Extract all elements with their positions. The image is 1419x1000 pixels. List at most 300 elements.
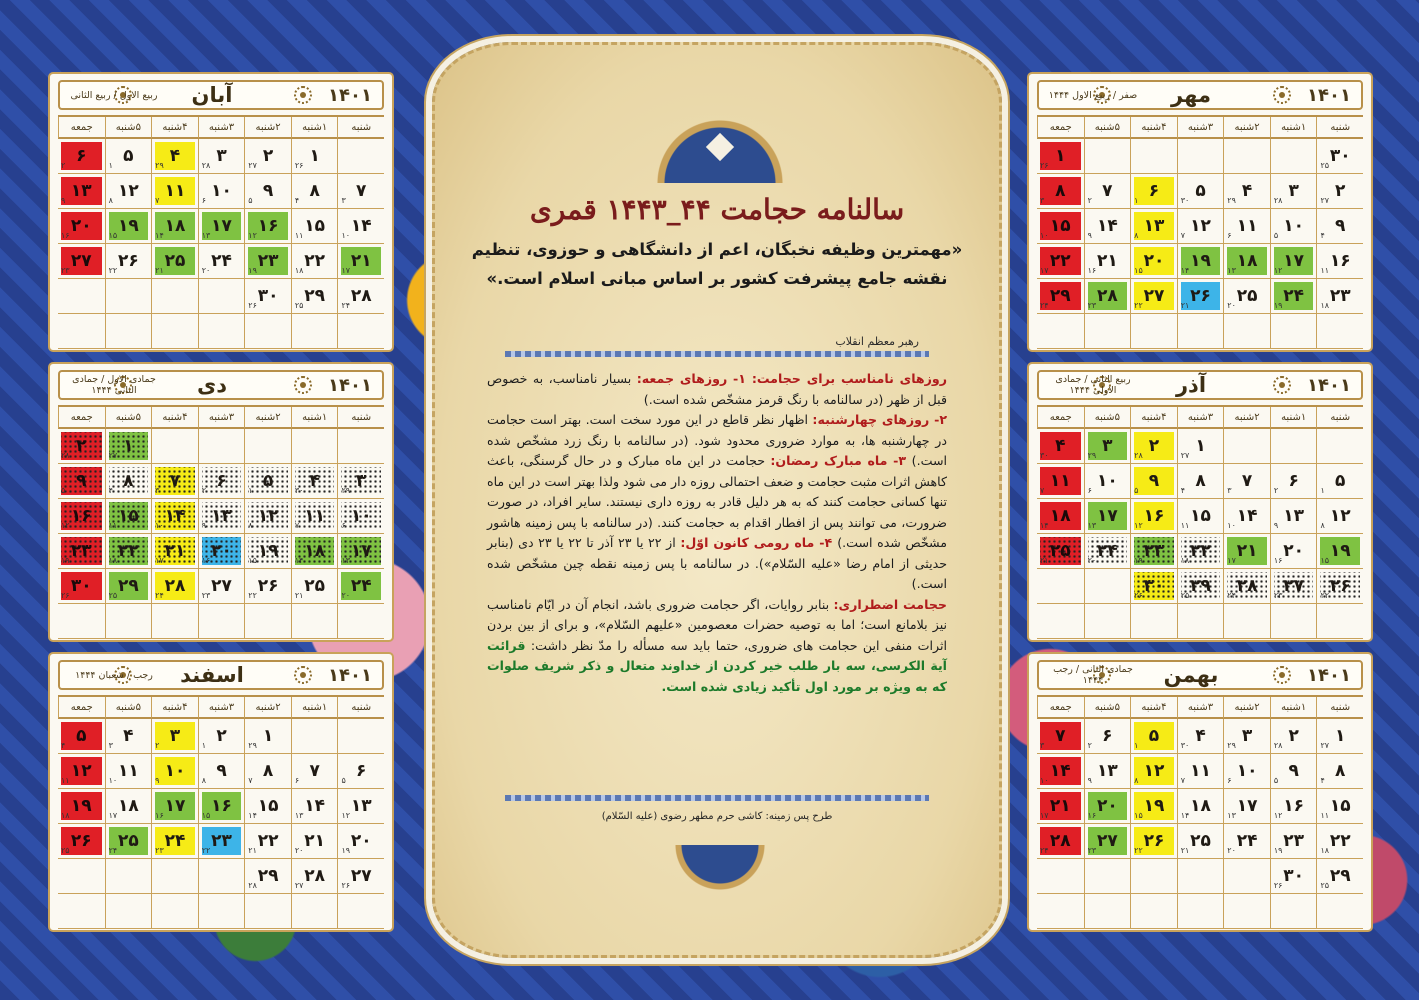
day-cell <box>1270 499 1317 534</box>
solar-day-number: ۵ <box>262 471 274 491</box>
year-label: ۱۴۰۱ <box>328 374 372 396</box>
lunar-day-number: ۴ <box>61 741 66 750</box>
solar-day-number: ۲۹ <box>257 866 279 886</box>
lunar-day-number: ۱۵ <box>248 556 257 565</box>
solar-day-number: ۱۵ <box>304 216 326 236</box>
solar-day-number: ۱۵ <box>117 506 139 526</box>
day-cell <box>1084 279 1131 314</box>
year-label: ۱۴۰۱ <box>1307 664 1351 686</box>
lunar-day-number: ۲۱ <box>1180 846 1190 855</box>
lunar-day-number: ۲۸ <box>1134 451 1143 460</box>
lunar-day-number: ۷ <box>1180 776 1186 785</box>
solar-day-number: ۲۰ <box>211 541 232 561</box>
day-cell <box>1130 569 1177 604</box>
solar-day-number: ۲ <box>1288 726 1299 746</box>
solar-day-number: ۲۸ <box>350 286 372 306</box>
lunar-day-number: ۱۵ <box>1134 811 1143 820</box>
day-cell <box>1223 569 1270 604</box>
lunar-day-number: ۸ <box>1134 776 1139 785</box>
weekday-header: جمعه <box>58 407 105 429</box>
solar-day-number: ۲۷ <box>1283 576 1305 596</box>
day-cell <box>105 754 152 789</box>
solar-day-number: ۲۵ <box>164 251 186 271</box>
empty-cell <box>1084 859 1131 894</box>
lunar-day-number: ۲ <box>201 486 207 495</box>
solar-day-number: ۱۲ <box>1143 761 1165 781</box>
solar-day-number: ۱۴ <box>1236 506 1258 526</box>
day-cell <box>1037 499 1084 534</box>
lunar-day-number: ۳۰ <box>1180 741 1190 750</box>
lunar-day-number: ۱۴ <box>1180 811 1190 820</box>
solar-day-number: ۱۰ <box>164 761 186 781</box>
lunar-day-number: ۱۰ <box>1040 231 1049 240</box>
guidance-text <box>487 369 947 697</box>
day-cell <box>291 859 338 894</box>
day-cell <box>1177 464 1224 499</box>
hijri-months-label: جمادی الثانی / رجب ۱۴۴۴ <box>1053 664 1133 686</box>
lunar-day-number: ۳۰ <box>294 486 304 495</box>
lunar-day-number: ۲۵ <box>1180 591 1190 600</box>
day-cell <box>105 824 152 859</box>
lunar-day-number: ۱۶ <box>61 231 70 240</box>
empty-cell <box>1037 894 1084 929</box>
lunar-day-number: ۸ <box>248 521 253 530</box>
lunar-day-number: ۲۹ <box>1087 451 1097 460</box>
lunar-day-number: ۲۰ <box>201 266 211 275</box>
solar-day-number: ۵ <box>76 726 87 746</box>
day-cell <box>151 719 198 754</box>
lunar-day-number: ۸ <box>1320 521 1325 530</box>
solar-day-number: ۱۱ <box>304 506 326 526</box>
solar-day-number: ۱۰ <box>1096 471 1118 491</box>
lunar-day-number: ۲۷ <box>1180 451 1190 460</box>
solar-day-number: ۲۴ <box>1283 286 1305 306</box>
lunar-day-number: ۲۴ <box>1040 301 1049 310</box>
solar-day-number: ۲۱ <box>1096 251 1118 271</box>
day-cell <box>291 279 338 314</box>
empty-cell <box>1270 429 1317 464</box>
solar-day-number: ۲۱ <box>304 831 326 851</box>
lunar-day-number: ۱۱ <box>61 776 70 785</box>
day-cell <box>1270 244 1317 279</box>
day-cell <box>1177 429 1224 464</box>
day-cell <box>1270 209 1317 244</box>
empty-cell <box>1223 314 1270 349</box>
month-bahman <box>1027 652 1373 932</box>
weekday-header: ۱شنبه <box>1270 407 1317 429</box>
day-cell <box>1223 244 1270 279</box>
day-cell <box>1177 719 1224 754</box>
solar-day-number: ۸ <box>1055 181 1066 201</box>
day-cell <box>105 534 152 569</box>
lunar-day-number: ۱۶ <box>1087 266 1097 275</box>
solar-day-number: ۲۲ <box>117 541 139 561</box>
lunar-day-number: ۱۲ <box>61 521 70 530</box>
empty-cell <box>291 719 338 754</box>
day-cell <box>1084 789 1131 824</box>
day-cell <box>58 499 105 534</box>
lunar-day-number: ۴ <box>1180 486 1186 495</box>
empty-cell <box>198 859 245 894</box>
solar-day-number: ۱۰ <box>211 181 232 201</box>
empty-cell <box>105 894 152 929</box>
weekday-header: شنبه <box>337 407 384 429</box>
solar-day-number: ۱۴ <box>304 796 326 816</box>
day-cell <box>198 139 245 174</box>
lunar-day-number: ۲۸ <box>1273 196 1283 205</box>
solar-day-number: ۲۲ <box>304 251 326 271</box>
solar-day-number: ۲۵ <box>1049 541 1071 561</box>
lunar-day-number: ۲۳ <box>61 266 70 275</box>
solar-day-number: ۲۸ <box>164 576 186 596</box>
day-cell <box>1037 429 1084 464</box>
day-cell <box>337 209 384 244</box>
lunar-day-number: ۲۰ <box>341 591 351 600</box>
day-cell <box>198 464 245 499</box>
lunar-day-number: ۳ <box>155 486 160 495</box>
lunar-day-number: ۱۴ <box>294 556 304 565</box>
lunar-day-number: ۸ <box>108 196 113 205</box>
month-azar <box>1027 362 1373 642</box>
rule-friday-text: بسیار نامناسب، به خصوص قبل از ظهر (در سالنامه با رنگ قرمز مشخّص شده است.) <box>487 371 947 407</box>
day-cell <box>1084 824 1131 859</box>
lunar-day-number: ۱۰ <box>1040 776 1049 785</box>
hijri-months-label: ربیع الثانی / جمادی الاولی ۱۴۴۴ <box>1055 374 1131 396</box>
day-cell <box>1316 824 1363 859</box>
day-cell <box>58 244 105 279</box>
day-cell <box>291 244 338 279</box>
lunar-day-number: ۱۴ <box>1180 266 1190 275</box>
day-cell <box>151 209 198 244</box>
weekday-header: ۱شنبه <box>291 407 338 429</box>
solar-day-number: ۲۰ <box>350 831 372 851</box>
lunar-day-number: ۱۶ <box>1273 556 1283 565</box>
lunar-day-number: ۱۸ <box>108 556 118 565</box>
day-cell <box>58 534 105 569</box>
lunar-day-number: ۱۹ <box>1273 846 1283 855</box>
day-cell <box>1130 464 1177 499</box>
day-cell <box>105 139 152 174</box>
day-cell <box>291 789 338 824</box>
solar-day-number: ۱۸ <box>1236 251 1258 271</box>
lunar-day-number: ۱۳ <box>294 811 304 820</box>
year-label: ۱۴۰۱ <box>1307 374 1351 396</box>
solar-day-number: ۹ <box>76 471 87 491</box>
day-cell <box>1177 754 1224 789</box>
solar-day-number: ۱ <box>1195 436 1206 456</box>
day-cell <box>1037 139 1084 174</box>
day-cell <box>1037 534 1084 569</box>
day-grid <box>58 405 384 639</box>
day-grid <box>1037 695 1363 929</box>
empty-cell <box>1177 604 1224 639</box>
lunar-day-number: ۹ <box>155 776 160 785</box>
solar-day-number: ۳۰ <box>70 576 92 596</box>
day-cell <box>244 279 291 314</box>
empty-cell <box>105 604 152 639</box>
solar-day-number: ۲۰ <box>1143 251 1165 271</box>
solar-day-number: ۱۰ <box>1283 216 1305 236</box>
day-cell <box>198 824 245 859</box>
solar-day-number: ۲۶ <box>257 576 279 596</box>
solar-day-number: ۲۷ <box>350 866 372 886</box>
empty-cell <box>1130 604 1177 639</box>
empty-cell <box>198 314 245 349</box>
lunar-day-number: ۵ <box>1273 231 1279 240</box>
day-cell <box>105 209 152 244</box>
solar-day-number: ۴ <box>1055 436 1066 456</box>
solar-day-number: ۲۹ <box>1329 866 1351 886</box>
day-cell <box>1223 464 1270 499</box>
lunar-day-number: ۳ <box>341 196 346 205</box>
lunar-day-number: ۱ <box>248 486 253 495</box>
solar-day-number: ۲۹ <box>1049 286 1071 306</box>
day-cell <box>151 534 198 569</box>
weekday-header: جمعه <box>58 117 105 139</box>
year-label: ۱۴۰۱ <box>328 84 372 106</box>
month-header <box>1037 660 1363 690</box>
day-cell <box>291 569 338 604</box>
weekday-header: ۳شنبه <box>198 407 245 429</box>
rule-roman-month-text: از ۲۲ یا ۲۳ آذر تا ۲۲ یا ۲۳ دی (بنابر حدیثی از امام رضا «علیه السّلام»). در سالنامه با پس زمینه نقطه چین مشخّص شده است.) <box>487 535 947 591</box>
lunar-day-number: ۲۷ <box>108 451 118 460</box>
solar-day-number: ۶ <box>216 471 227 491</box>
lunar-day-number: ۲۶ <box>61 591 70 600</box>
lunar-day-number: ۲۶ <box>1040 161 1049 170</box>
solar-day-number: ۱۶ <box>257 216 279 236</box>
lunar-day-number: ۲۶ <box>341 881 351 890</box>
lunar-day-number: ۱۷ <box>1040 266 1049 275</box>
solar-day-number: ۲۷ <box>70 251 92 271</box>
solar-day-number: ۱۴ <box>350 216 372 236</box>
day-cell <box>244 139 291 174</box>
empty-cell <box>291 894 338 929</box>
lunar-day-number: ۱۹ <box>1134 556 1143 565</box>
solar-day-number: ۱۳ <box>70 181 92 201</box>
rule-ramadan-heading: ۳- ماه مبارک رمضان: <box>770 453 912 468</box>
empty-cell <box>151 604 198 639</box>
day-cell <box>58 464 105 499</box>
lunar-day-number: ۷ <box>1040 486 1045 495</box>
empty-cell <box>1316 429 1363 464</box>
lunar-day-number: ۱۱ <box>1320 266 1330 275</box>
lunar-day-number: ۷ <box>248 776 253 785</box>
solar-day-number: ۱۶ <box>1143 506 1165 526</box>
solar-day-number: ۱۹ <box>1190 251 1211 271</box>
day-cell <box>151 139 198 174</box>
day-cell <box>1130 534 1177 569</box>
lunar-day-number: ۷ <box>294 521 300 530</box>
lunar-day-number: ۳۰ <box>1040 451 1049 460</box>
lunar-day-number: ۳ <box>1040 741 1045 750</box>
solar-day-number: ۳ <box>356 471 367 491</box>
day-cell <box>244 824 291 859</box>
day-cell <box>244 719 291 754</box>
lunar-day-number: ۱ <box>1134 196 1139 205</box>
solar-day-number: ۶ <box>1288 471 1299 491</box>
hijri-months-label: رجب / شعبان ۱۴۴۴ <box>75 669 153 681</box>
solar-day-number: ۲۵ <box>304 576 326 596</box>
lunar-day-number: ۱۶ <box>155 811 164 820</box>
month-name: اسفند <box>180 663 244 687</box>
day-cell <box>1084 429 1131 464</box>
day-cell <box>244 534 291 569</box>
empty-cell <box>58 314 105 349</box>
lunar-day-number: ۷ <box>1180 231 1186 240</box>
solar-day-number: ۲۹ <box>304 286 326 306</box>
weekday-header: جمعه <box>1037 697 1084 719</box>
day-cell <box>105 429 152 464</box>
day-cell <box>1130 789 1177 824</box>
solar-day-number: ۴ <box>1195 726 1206 746</box>
day-cell <box>1084 754 1131 789</box>
day-cell <box>337 464 384 499</box>
lunar-day-number: ۱۳ <box>1227 266 1236 275</box>
day-cell <box>1084 534 1131 569</box>
lunar-day-number: ۶ <box>341 521 346 530</box>
empty-cell <box>1130 894 1177 929</box>
solar-day-number: ۷ <box>309 761 320 781</box>
lunar-day-number: ۲۷ <box>1320 196 1330 205</box>
month-mehr <box>1027 72 1373 352</box>
solar-day-number: ۲ <box>1148 436 1160 456</box>
solar-day-number: ۱۲ <box>70 761 92 781</box>
lunar-day-number: ۱۳ <box>1227 811 1236 820</box>
weekday-header: ۳شنبه <box>198 117 245 139</box>
day-cell <box>1223 789 1270 824</box>
day-cell <box>1177 824 1224 859</box>
solar-day-number: ۱۲ <box>1190 216 1211 236</box>
solar-day-number: ۲۳ <box>257 251 279 271</box>
weekday-header: جمعه <box>1037 407 1084 429</box>
solar-day-number: ۲۶ <box>117 251 139 271</box>
solar-day-number: ۳۰ <box>1329 146 1351 166</box>
weekday-header: ۲شنبه <box>1223 117 1270 139</box>
lunar-day-number: ۱ <box>201 741 207 750</box>
lunar-day-number: ۲۷ <box>248 161 257 170</box>
solar-day-number: ۱۰ <box>350 506 372 526</box>
empty-cell <box>337 719 384 754</box>
year-label: ۱۴۰۱ <box>328 664 372 686</box>
day-cell <box>1223 824 1270 859</box>
solar-day-number: ۸ <box>1195 471 1206 491</box>
solar-day-number: ۷ <box>356 181 367 201</box>
solar-day-number: ۹ <box>262 181 274 201</box>
weekday-header: شنبه <box>337 697 384 719</box>
day-cell <box>198 569 245 604</box>
day-cell <box>1270 279 1317 314</box>
solar-day-number: ۱۱ <box>164 181 186 201</box>
empty-cell <box>337 604 384 639</box>
hijri-months-label: جمادی الاول / جمادی الثانی ۱۴۴۴ <box>72 374 156 396</box>
empty-cell <box>1084 569 1131 604</box>
day-cell <box>291 464 338 499</box>
month-name: مهر <box>1171 83 1211 107</box>
solar-day-number: ۲۲ <box>1049 251 1071 271</box>
month-name: بهمن <box>1163 663 1219 687</box>
solar-day-number: ۱۸ <box>1049 506 1071 526</box>
solar-day-number: ۲۴ <box>350 576 372 596</box>
day-cell <box>1316 499 1363 534</box>
day-cell <box>291 754 338 789</box>
day-cell <box>291 824 338 859</box>
day-cell <box>1037 209 1084 244</box>
day-cell <box>1223 754 1270 789</box>
solar-day-number: ۴ <box>123 726 134 746</box>
empty-cell <box>58 859 105 894</box>
day-cell <box>1037 244 1084 279</box>
lunar-day-number: ۱۱ <box>1320 811 1330 820</box>
rule-wednesday-heading: ۲- روزهای چهارشنبه: <box>812 412 947 427</box>
lunar-day-number: ۱۴ <box>155 231 164 240</box>
weekday-header: ۱شنبه <box>291 697 338 719</box>
day-cell <box>1177 209 1224 244</box>
lunar-day-number: ۲۱ <box>155 266 164 275</box>
lunar-day-number: ۳ <box>1227 486 1232 495</box>
day-cell <box>1037 174 1084 209</box>
empty-cell <box>1223 604 1270 639</box>
solar-day-number: ۱۳ <box>1096 761 1118 781</box>
lunar-day-number: ۷ <box>155 196 160 205</box>
day-cell <box>1177 244 1224 279</box>
solar-day-number: ۲۴ <box>1236 831 1258 851</box>
solar-day-number: ۹ <box>216 761 227 781</box>
lunar-day-number: ۵ <box>61 486 66 495</box>
lunar-day-number: ۶ <box>1227 776 1232 785</box>
day-cell <box>291 139 338 174</box>
solar-day-number: ۷ <box>1241 471 1253 491</box>
day-cell <box>151 499 198 534</box>
weekday-header: ۲شنبه <box>1223 697 1270 719</box>
day-cell <box>291 174 338 209</box>
month-esfand <box>48 652 394 932</box>
quote-source: رهبر معظم انقلاب <box>835 335 919 348</box>
emergency-heading: حجامت اضطراری: <box>833 596 947 612</box>
empty-cell <box>58 604 105 639</box>
hijri-months-label: ربیع الاول / ربیع الثانی <box>70 89 158 101</box>
lunar-day-number: ۱۰ <box>341 231 351 240</box>
lunar-day-number: ۱۲ <box>1134 521 1143 530</box>
solar-day-number: ۴ <box>309 471 320 491</box>
weekday-header: جمعه <box>58 697 105 719</box>
sun-icon <box>1273 376 1291 394</box>
day-cell <box>1130 279 1177 314</box>
weekday-header: ۲شنبه <box>244 407 291 429</box>
solar-day-number: ۲۳ <box>1143 541 1165 561</box>
day-cell <box>1037 464 1084 499</box>
divider <box>505 351 929 357</box>
sun-icon <box>294 666 312 684</box>
weekday-header: ۳شنبه <box>1177 697 1224 719</box>
day-cell <box>1084 464 1131 499</box>
empty-cell <box>198 279 245 314</box>
empty-cell <box>1037 604 1084 639</box>
day-cell <box>337 279 384 314</box>
solar-day-number: ۱۳ <box>211 506 232 526</box>
day-cell <box>1130 244 1177 279</box>
empty-cell <box>151 314 198 349</box>
lunar-day-number: ۵ <box>248 196 253 205</box>
weekday-header: ۱شنبه <box>1270 697 1317 719</box>
solar-day-number: ۱۷ <box>1096 506 1118 526</box>
weekday-header: ۵شنبه <box>1084 117 1131 139</box>
weekday-header: شنبه <box>1316 697 1363 719</box>
weekday-header: ۴شنبه <box>1130 697 1177 719</box>
solar-day-number: ۳ <box>216 146 227 166</box>
empty-cell <box>1316 894 1363 929</box>
solar-day-number: ۱۸ <box>117 796 139 816</box>
month-header <box>58 660 384 690</box>
